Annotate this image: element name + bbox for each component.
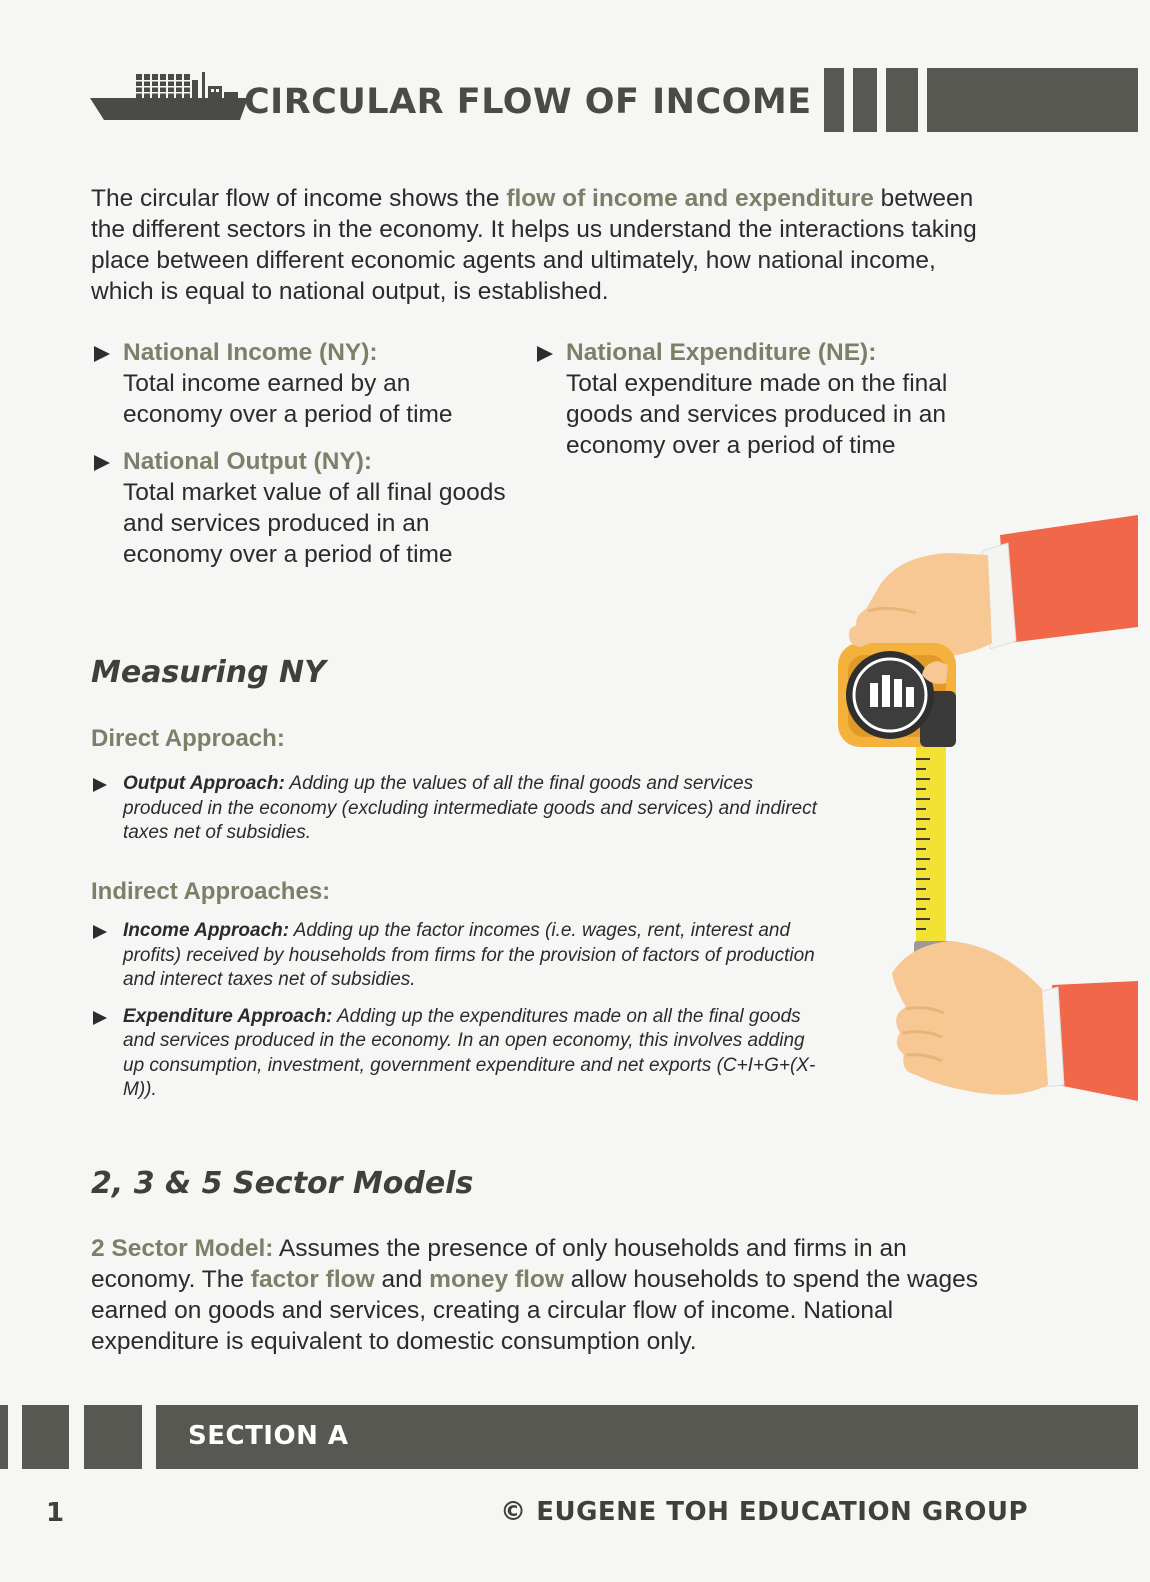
- sector-model-label: 2 Sector Model:: [91, 1235, 274, 1262]
- copyright-notice: © EUGENE TOH EDUCATION GROUP: [500, 1497, 1028, 1527]
- definition-desc: Total market value of all final goods and services produced in an economy over a period of time: [123, 479, 506, 568]
- intro-highlight: flow of income and expenditure: [506, 185, 874, 212]
- approach-text: Adding up the factor incomes (i.e. wages, rent, interest and profits) received by households from firms for the provision of factors of production and interect taxes net of subsidies.: [123, 920, 815, 990]
- header-stripe: [886, 68, 918, 132]
- measuring-tape-hands-illustration: [820, 515, 1140, 1105]
- footer-stripe: [0, 1405, 8, 1469]
- approach-label: Expenditure Approach:: [123, 1005, 333, 1027]
- sector-model-paragraph: 2 Sector Model: Assumes the presence of only households and firms in an economy. The factor flow and money flow allow households to spend the wages earned on goods and services, creating a circular flow of income. National expenditure is equivalent to domestic consumption only.: [91, 1235, 978, 1355]
- definition-item: [92, 337, 512, 430]
- definition-item: [535, 337, 975, 461]
- indirect-approach-list: [91, 919, 826, 1115]
- definition-term: National Expenditure (NE):: [566, 339, 877, 366]
- definitions-left: [92, 337, 512, 586]
- definition-desc: Total income earned by an economy over a period of time: [123, 370, 453, 428]
- header-stripe: [824, 68, 844, 132]
- approach-text: Adding up the expenditures made on all the final goods and services produced in the economy. In an open economy, this involves adding up consumption, investment, government expenditure and net exports (C+I+G+(X-M)).: [123, 1005, 816, 1100]
- footer-stripe: [84, 1405, 142, 1469]
- bullet-arrow-icon: [537, 346, 553, 362]
- definition-item: [92, 446, 512, 570]
- definitions-right: [535, 337, 975, 477]
- approach-label: Output Approach:: [123, 773, 285, 794]
- approach-label: Income Approach:: [123, 920, 290, 941]
- money-flow-highlight: money flow: [429, 1266, 564, 1293]
- definition-term: National Income (NY):: [123, 339, 378, 366]
- section-label: SECTION A: [188, 1421, 349, 1451]
- bullet-arrow-icon: [93, 925, 107, 939]
- header-band: [927, 68, 1138, 132]
- bullet-arrow-icon: [94, 346, 110, 362]
- indirect-approaches-heading: Indirect Approaches:: [91, 878, 331, 905]
- bullet-arrow-icon: [94, 455, 110, 471]
- definition-desc: Total expenditure made on the final goods and services produced in an economy over a period of time: [566, 370, 948, 459]
- approach-text: Adding up the values of all the final goods and services produced in the economy (excluding intermediate goods and services) and indirect taxes net of subsidies.: [123, 773, 817, 843]
- direct-approach-heading: Direct Approach:: [91, 725, 285, 752]
- bullet-arrow-icon: [93, 1011, 107, 1025]
- page-number: 1: [46, 1498, 65, 1528]
- section-heading-sector-models: 2, 3 & 5 Sector Models: [91, 1166, 474, 1201]
- intro-paragraph: The circular flow of income shows the flow of income and expenditure between the different sectors in the economy. It helps us understand the interactions taking place between different economic agents and ultimately, how national income, which is equal to national output, is established.: [91, 185, 977, 305]
- definition-term: National Output (NY):: [123, 448, 373, 475]
- approach-item: [91, 772, 826, 846]
- approach-item: [91, 919, 826, 993]
- bullet-arrow-icon: [93, 778, 107, 792]
- cargo-ship-icon: [90, 70, 250, 130]
- footer-stripe: [22, 1405, 69, 1469]
- direct-approach-list: [91, 772, 826, 858]
- page-title: CIRCULAR FLOW OF INCOME: [244, 82, 812, 122]
- approach-item: [91, 1005, 826, 1103]
- header-stripe: [853, 68, 877, 132]
- section-heading-measuring: Measuring NY: [91, 655, 326, 690]
- factor-flow-highlight: factor flow: [250, 1266, 375, 1293]
